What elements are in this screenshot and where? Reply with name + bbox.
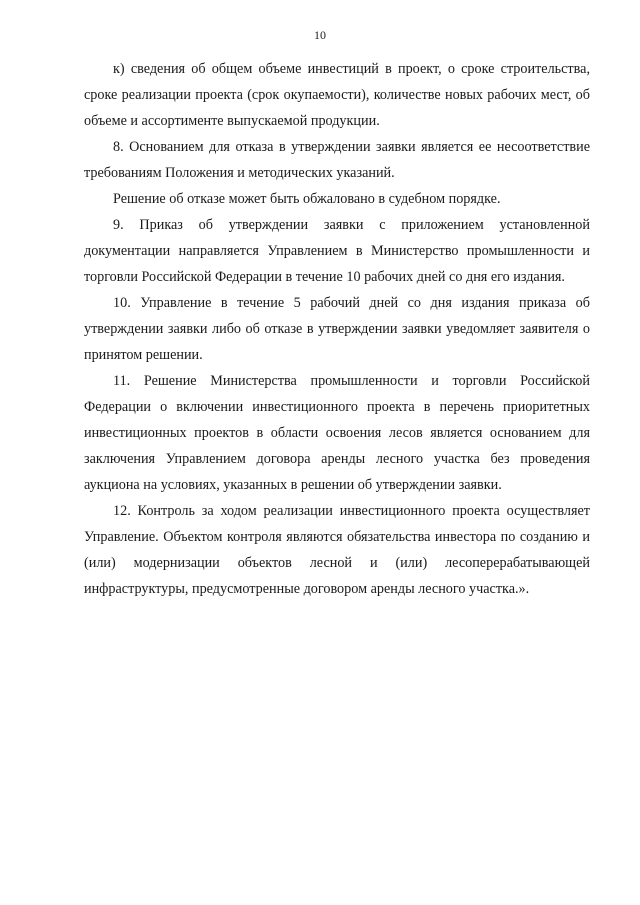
paragraph-appeal: Решение об отказе может быть обжаловано в судебном порядке.: [113, 191, 501, 207]
paragraph-12-control: 12. Контроль за ходом реализации инвестиционного проекта осуществляет Управление. Объектом контроля являются обязательства инвестора по созданию и (или) модернизации объектов лесной и (или) лесоперерабатывающей инфраструктуры, предусмотренные договором аренды лесного участка.».: [84, 503, 590, 597]
paragraph-11-ministry-decision: 11. Решение Министерства промышленности и торговли Российской Федерации о включении инвестиционного проекта в перечень приоритетных инвестиционных проектов в области освоения лесов является основанием для заключения Управлением договора аренды лесного участка без проведения аукциона на условиях, указанных в решении об утверждении заявки.: [84, 373, 590, 493]
document-body: [84, 56, 590, 602]
paragraph-8-refusal-grounds: 8. Основанием для отказа в утверждении заявки является ее несоответствие требованиям Положения и методических указаний.: [84, 139, 590, 181]
paragraph-10-notification: 10. Управление в течение 5 рабочий дней со дня издания приказа об утверждении заявки либо об отказе в утверждении заявки уведомляет заявителя о принятом решении.: [84, 295, 590, 363]
paragraph-9-order-submission: 9. Приказ об утверждении заявки с приложением установленной документации направляется Управлением в Министерство промышленности и торговли Российской Федерации в течение 10 рабочих дней со дня его издания.: [84, 217, 590, 285]
paragraph-k-investment-info: к) сведения об общем объеме инвестиций в проект, о сроке строительства, сроке реализации проекта (срок окупаемости), количестве новых рабочих мест, об объеме и ассортименте выпускаемой продукции.: [84, 61, 590, 129]
page-number: 10: [314, 28, 326, 42]
